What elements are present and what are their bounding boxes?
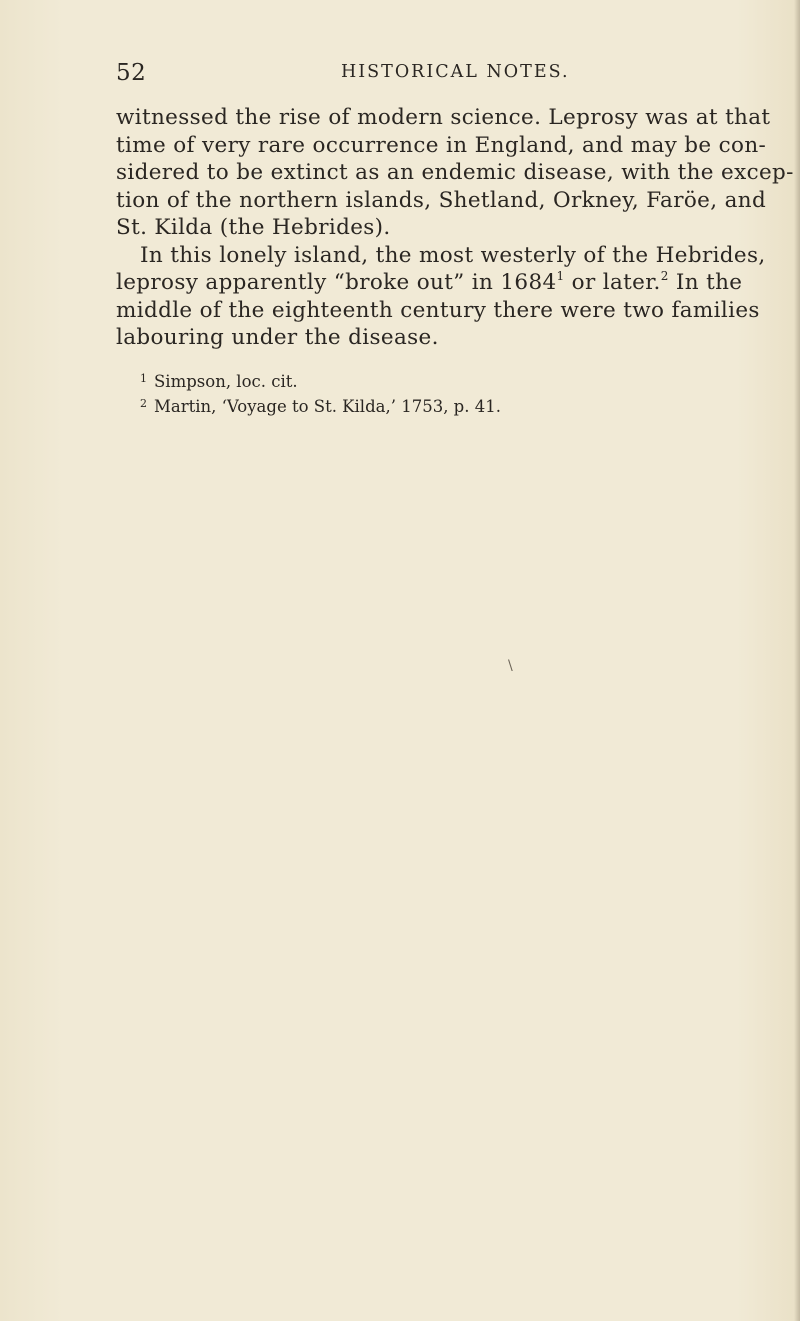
text-line: St. Kilda (the Hebrides). bbox=[116, 215, 391, 240]
text-line: witnessed the rise of modern science. Leprosy was at that bbox=[116, 105, 771, 130]
running-title: HISTORICAL NOTES. bbox=[341, 62, 570, 82]
footnote-text: Simpson, loc. cit. bbox=[154, 372, 298, 391]
page-number: 52 bbox=[116, 60, 147, 86]
page-edge-shadow bbox=[794, 0, 800, 1321]
footnotes bbox=[140, 368, 740, 418]
footnote-ref-1: 1 bbox=[556, 269, 565, 283]
text-fragment: leprosy apparently “broke out” in 1684 bbox=[116, 270, 557, 295]
text-line: In this lonely island, the most westerly of the Hebrides, bbox=[140, 242, 766, 268]
text-line: middle of the eighteenth century there were two families bbox=[116, 297, 760, 323]
text-line: time of very rare occurrence in England, and may be con- bbox=[116, 132, 767, 158]
text-fragment: In the bbox=[668, 270, 743, 295]
running-head bbox=[116, 60, 766, 90]
footnote-marker: 2 bbox=[140, 397, 147, 410]
footnote-1 bbox=[140, 368, 740, 393]
text-line: labouring under the disease. bbox=[116, 325, 439, 350]
text-fragment: or later. bbox=[564, 270, 661, 295]
paper-blemish: \ bbox=[508, 658, 513, 674]
footnote-2 bbox=[140, 393, 740, 418]
text-line-with-refs bbox=[116, 269, 776, 297]
text-line: sidered to be extinct as an endemic disease, with the excep- bbox=[116, 160, 794, 185]
footnote-text: Martin, ‘Voyage to St. Kilda,’ 1753, p. 41. bbox=[154, 397, 501, 416]
footnote-ref-2: 2 bbox=[660, 269, 669, 283]
body-text bbox=[116, 104, 794, 352]
text-line: tion of the northern islands, Shetland, Orkney, Faröe, and bbox=[116, 187, 767, 213]
footnote-marker: 1 bbox=[140, 372, 147, 385]
